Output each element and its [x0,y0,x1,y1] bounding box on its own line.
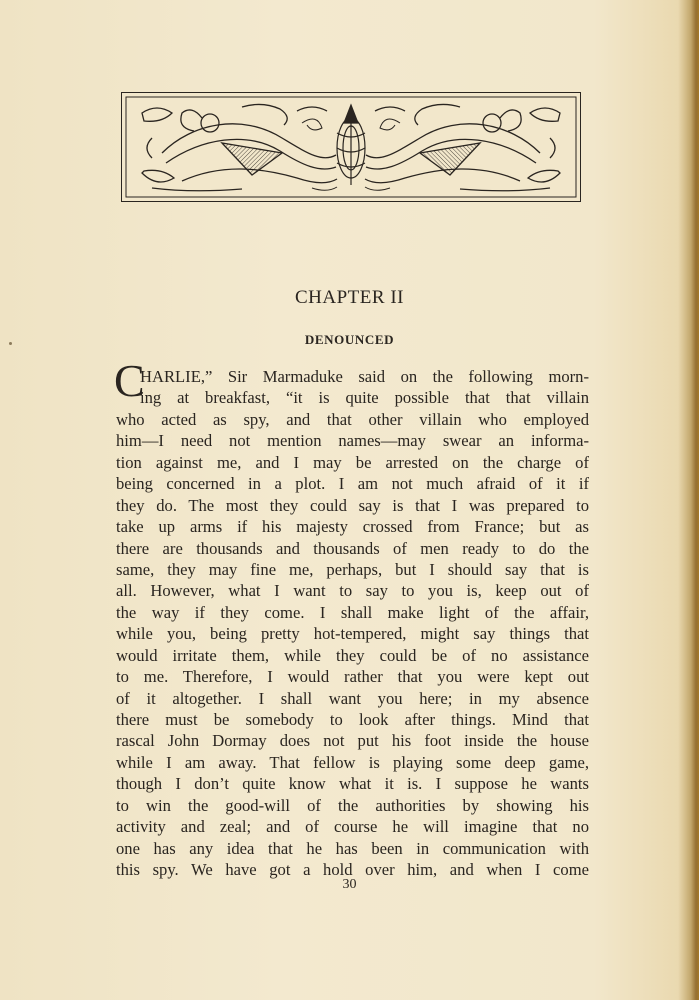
text-line: would irritate them, while they could be of no assistance [116,645,589,665]
text-line: though I don’t quite know what it is. I suppose he wants [116,774,589,794]
text-line: there must be somebody to look after things. Mind that [116,710,589,729]
body-text [116,366,589,881]
text-line: this spy. We have got a hold over him, and when I come [116,860,589,880]
text-line: who acted as spy, and that other villain who employed [116,409,589,429]
text-line: all. However, what I want to say to you is, keep out of [116,581,589,601]
text-line: one has any idea that he has been in communication with [116,838,589,858]
text-line: while I am away. That fellow is playing some deep game, [116,752,589,772]
page-number: 30 [342,877,357,892]
text-line: activity and zeal; and of course he will imagine that no [116,817,589,837]
headpiece-ornament-art [122,93,580,201]
text-line: HARLIE,” Sir Marmaduke said on the following morn- [140,367,589,386]
chapter-title: CHAPTER II [295,287,404,308]
text-line: tion against me, and I may be arrested on the charge of [116,452,589,472]
text-line: while you, being pretty hot-tempered, might say things that [116,624,589,644]
text-line: to me. Therefore, I would rather that you were kept out [116,667,589,687]
drop-cap: C [114,355,145,406]
text-line: there are thousands and thousands of men ready to do the [116,538,589,558]
text-line: of it altogether. I shall want you here; in my absence [116,688,589,708]
text-line: to win the good-will of the authorities by showing his [116,795,589,815]
text-line: ing at breakfast, “it is quite possible that that villain [140,388,589,408]
text-line: being concerned in a plot. I am not much afraid of it if [116,474,589,494]
page-edge [691,0,699,1000]
text-line: the way if they come. I shall make light of the affair, [116,602,589,622]
text-line: same, they may fine me, perhaps, but I should say that is [116,559,589,579]
text-line: they do. The most they could say is that I was prepared to [116,495,589,515]
text-line: him—I need not mention names—may swear an informa- [116,431,589,451]
text-line: rascal John Dormay does not put his foot inside the house [116,731,589,751]
text-line: take up arms if his majesty crossed from France; but as [116,517,589,537]
decorative-headpiece [121,92,581,202]
chapter-subtitle: DENOUNCED [304,332,395,347]
